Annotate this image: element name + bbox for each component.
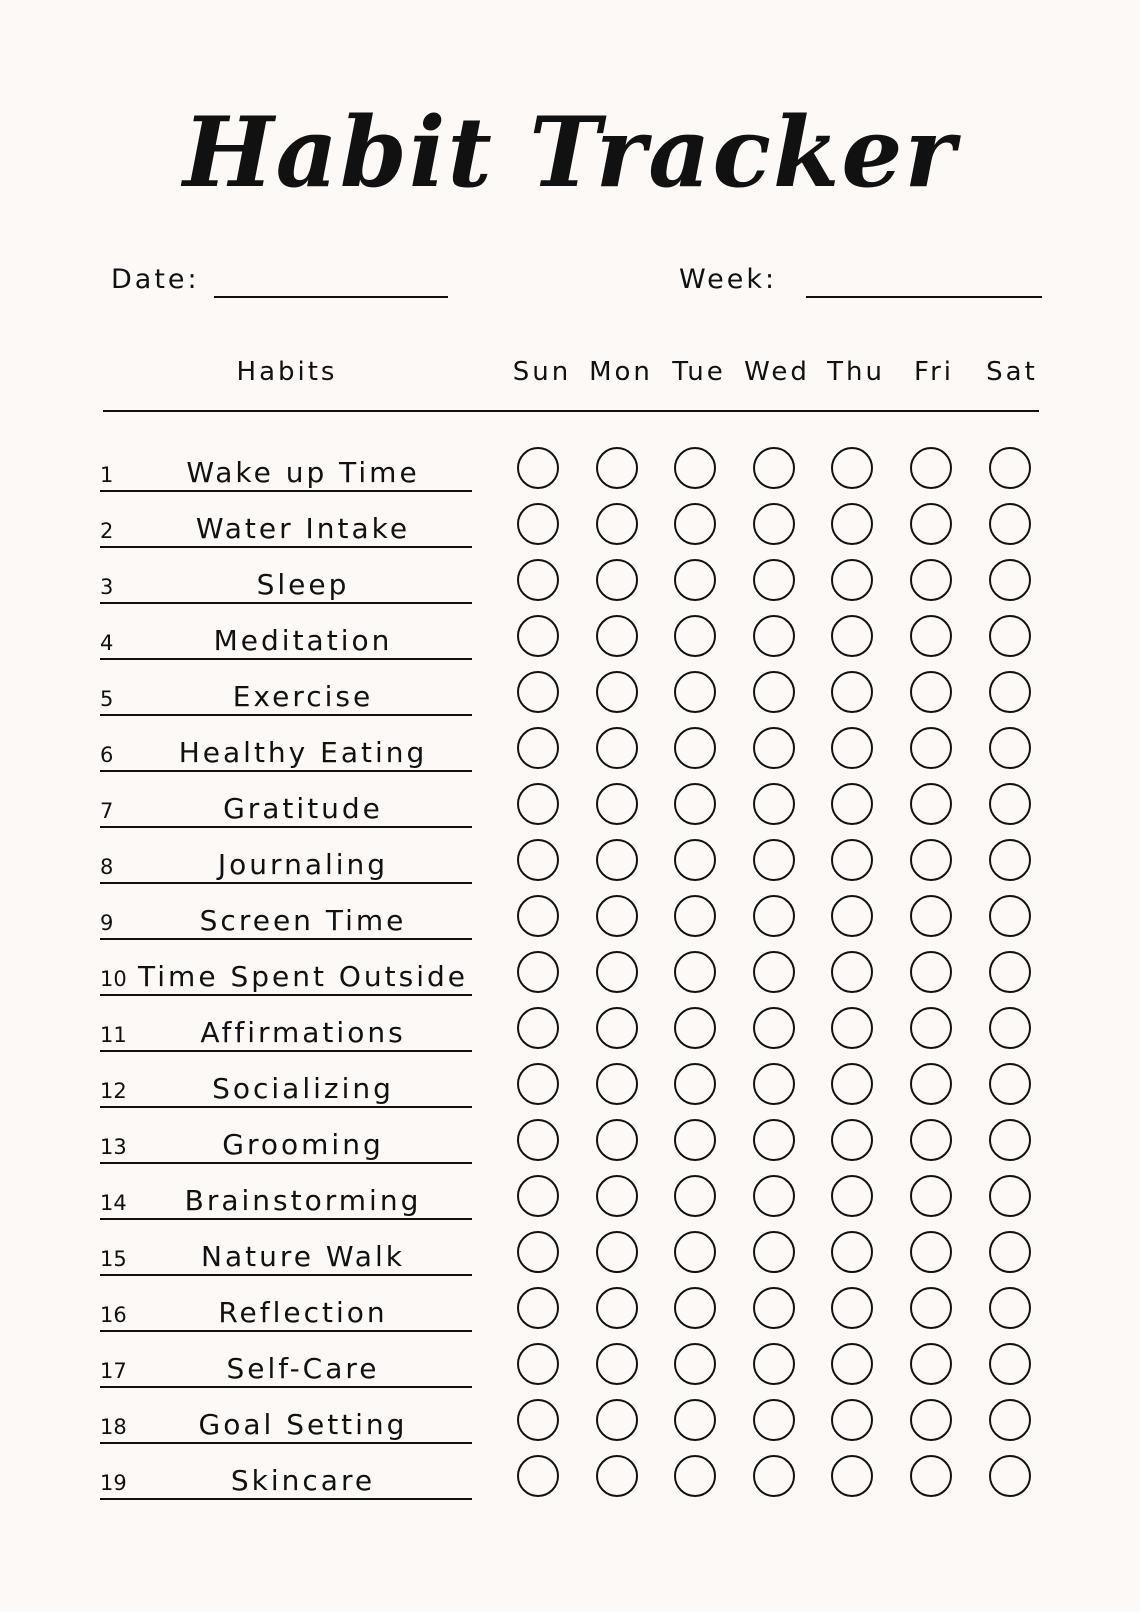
check-circle-tue[interactable] (674, 1063, 716, 1105)
table-row (0, 1349, 1140, 1405)
habit-underline (100, 826, 472, 828)
check-circle-wed[interactable] (753, 895, 795, 937)
check-circle-tue[interactable] (674, 1231, 716, 1273)
check-circle-fri[interactable] (910, 1399, 952, 1441)
check-circle-sun[interactable] (517, 503, 559, 545)
habit-number: 6 (100, 743, 114, 767)
habit-name: Sleep (256, 568, 350, 601)
table-row (0, 677, 1140, 733)
check-circle-tue[interactable] (674, 1399, 716, 1441)
check-circle-fri[interactable] (910, 559, 952, 601)
check-circle-fri[interactable] (910, 1007, 952, 1049)
check-circle-sat[interactable] (989, 1455, 1031, 1497)
check-circle-tue[interactable] (674, 783, 716, 825)
check-circle-wed[interactable] (753, 503, 795, 545)
check-circle-tue[interactable] (674, 895, 716, 937)
habit-number: 5 (100, 687, 114, 711)
habit-number: 17 (100, 1359, 127, 1383)
check-circle-sun[interactable] (517, 1455, 559, 1497)
habit-number: 14 (100, 1191, 127, 1215)
check-circle-fri[interactable] (910, 1119, 952, 1161)
day-header-fri: Fri (914, 357, 954, 387)
habit-number: 19 (100, 1471, 127, 1495)
check-circle-sun[interactable] (517, 1175, 559, 1217)
table-row (0, 1461, 1140, 1517)
habit-number: 16 (100, 1303, 127, 1327)
check-circle-mon[interactable] (596, 671, 638, 713)
day-header-tue: Tue (672, 357, 726, 387)
check-circle-sun[interactable] (517, 447, 559, 489)
check-circle-mon[interactable] (596, 895, 638, 937)
check-circle-sun[interactable] (517, 1119, 559, 1161)
check-circle-sun[interactable] (517, 1343, 559, 1385)
check-circle-wed[interactable] (753, 1119, 795, 1161)
check-circle-sun[interactable] (517, 1399, 559, 1441)
check-circle-sat[interactable] (989, 1231, 1031, 1273)
check-circle-thu[interactable] (831, 895, 873, 937)
check-circle-sat[interactable] (989, 1343, 1031, 1385)
habit-number: 9 (100, 911, 114, 935)
table-row (0, 1069, 1140, 1125)
check-circle-tue[interactable] (674, 1175, 716, 1217)
table-row (0, 565, 1140, 621)
check-circle-fri[interactable] (910, 727, 952, 769)
check-circle-mon[interactable] (596, 1007, 638, 1049)
check-circle-wed[interactable] (753, 1399, 795, 1441)
check-circle-tue[interactable] (674, 503, 716, 545)
date-label: Date: (111, 264, 200, 295)
habit-underline (100, 1442, 472, 1444)
check-circle-wed[interactable] (753, 1287, 795, 1329)
habit-underline (100, 882, 472, 884)
table-row (0, 901, 1140, 957)
header-divider (103, 410, 1039, 412)
check-circle-thu[interactable] (831, 1063, 873, 1105)
day-header-mon: Mon (589, 357, 653, 387)
habit-underline (100, 1162, 472, 1164)
habit-name: Goal Setting (198, 1408, 408, 1441)
habit-name: Reflection (218, 1296, 388, 1329)
check-circle-sat[interactable] (989, 1007, 1031, 1049)
table-row (0, 1013, 1140, 1069)
habit-number: 15 (100, 1247, 127, 1271)
check-circle-sun[interactable] (517, 1007, 559, 1049)
check-circle-mon[interactable] (596, 503, 638, 545)
check-circle-sun[interactable] (517, 783, 559, 825)
check-circle-wed[interactable] (753, 951, 795, 993)
day-header-thu: Thu (827, 357, 885, 387)
check-circle-thu[interactable] (831, 1343, 873, 1385)
habit-underline (100, 770, 472, 772)
day-header-sat: Sat (986, 357, 1038, 387)
habit-underline (100, 938, 472, 940)
check-circle-thu[interactable] (831, 1455, 873, 1497)
check-circle-mon[interactable] (596, 1175, 638, 1217)
check-circle-sun[interactable] (517, 727, 559, 769)
table-row (0, 1237, 1140, 1293)
habit-name: Meditation (213, 624, 393, 657)
check-circle-fri[interactable] (910, 615, 952, 657)
check-circle-sat[interactable] (989, 895, 1031, 937)
habit-underline (100, 658, 472, 660)
check-circle-thu[interactable] (831, 1119, 873, 1161)
habit-name: Skincare (230, 1464, 376, 1497)
check-circle-sat[interactable] (989, 1399, 1031, 1441)
date-field[interactable] (214, 296, 448, 298)
habit-underline (100, 1274, 472, 1276)
habit-name: Wake up Time (186, 456, 420, 489)
check-circle-mon[interactable] (596, 727, 638, 769)
habit-name: Time Spent Outside (138, 960, 468, 993)
check-circle-sun[interactable] (517, 671, 559, 713)
table-row (0, 621, 1140, 677)
check-circle-fri[interactable] (910, 895, 952, 937)
check-circle-wed[interactable] (753, 1175, 795, 1217)
check-circle-fri[interactable] (910, 783, 952, 825)
check-circle-thu[interactable] (831, 615, 873, 657)
check-circle-mon[interactable] (596, 559, 638, 601)
table-row (0, 1125, 1140, 1181)
check-circle-fri[interactable] (910, 1231, 952, 1273)
check-circle-tue[interactable] (674, 1007, 716, 1049)
check-circle-sat[interactable] (989, 951, 1031, 993)
check-circle-mon[interactable] (596, 1287, 638, 1329)
habit-underline (100, 994, 472, 996)
check-circle-wed[interactable] (753, 783, 795, 825)
check-circle-sat[interactable] (989, 615, 1031, 657)
check-circle-fri[interactable] (910, 1455, 952, 1497)
check-circle-mon[interactable] (596, 1063, 638, 1105)
check-circle-sat[interactable] (989, 727, 1031, 769)
check-circle-thu[interactable] (831, 559, 873, 601)
check-circle-thu[interactable] (831, 951, 873, 993)
check-circle-thu[interactable] (831, 1007, 873, 1049)
check-circle-sun[interactable] (517, 1231, 559, 1273)
habit-name: Healthy Eating (178, 736, 428, 769)
habit-number: 10 (100, 967, 127, 991)
check-circle-thu[interactable] (831, 727, 873, 769)
check-circle-mon[interactable] (596, 951, 638, 993)
check-circle-mon[interactable] (596, 615, 638, 657)
check-circle-sun[interactable] (517, 895, 559, 937)
check-circle-wed[interactable] (753, 839, 795, 881)
check-circle-tue[interactable] (674, 1119, 716, 1161)
check-circle-mon[interactable] (596, 1399, 638, 1441)
week-field[interactable] (806, 296, 1042, 298)
habit-number: 8 (100, 855, 114, 879)
check-circle-fri[interactable] (910, 951, 952, 993)
check-circle-thu[interactable] (831, 447, 873, 489)
check-circle-wed[interactable] (753, 1063, 795, 1105)
check-circle-fri[interactable] (910, 1063, 952, 1105)
habit-name: Exercise (232, 680, 374, 713)
check-circle-tue[interactable] (674, 615, 716, 657)
habit-name: Brainstorming (184, 1184, 422, 1217)
check-circle-mon[interactable] (596, 1455, 638, 1497)
habit-name: Self-Care (226, 1352, 380, 1385)
check-circle-wed[interactable] (753, 447, 795, 489)
check-circle-wed[interactable] (753, 1231, 795, 1273)
habit-name: Gratitude (223, 792, 383, 825)
habit-name: Affirmations (200, 1016, 406, 1049)
habit-underline (100, 1386, 472, 1388)
habit-name: Screen Time (199, 904, 407, 937)
check-circle-sat[interactable] (989, 503, 1031, 545)
habit-number: 11 (100, 1023, 127, 1047)
habit-name: Socializing (212, 1072, 394, 1105)
habit-underline (100, 490, 472, 492)
table-row (0, 1181, 1140, 1237)
check-circle-sun[interactable] (517, 1287, 559, 1329)
habit-number: 13 (100, 1135, 127, 1159)
check-circle-tue[interactable] (674, 559, 716, 601)
check-circle-sat[interactable] (989, 447, 1031, 489)
check-circle-thu[interactable] (831, 503, 873, 545)
table-row (0, 509, 1140, 565)
check-circle-thu[interactable] (831, 1287, 873, 1329)
table-row (0, 957, 1140, 1013)
check-circle-wed[interactable] (753, 1455, 795, 1497)
check-circle-sat[interactable] (989, 839, 1031, 881)
check-circle-tue[interactable] (674, 1455, 716, 1497)
check-circle-thu[interactable] (831, 1175, 873, 1217)
check-circle-thu[interactable] (831, 783, 873, 825)
table-row (0, 789, 1140, 845)
check-circle-sat[interactable] (989, 1063, 1031, 1105)
habit-name: Water Intake (195, 512, 411, 545)
check-circle-tue[interactable] (674, 671, 716, 713)
check-circle-mon[interactable] (596, 1231, 638, 1273)
week-label: Week: (679, 264, 778, 295)
check-circle-tue[interactable] (674, 1343, 716, 1385)
table-row (0, 1293, 1140, 1349)
habit-number: 1 (100, 463, 114, 487)
check-circle-fri[interactable] (910, 447, 952, 489)
check-circle-wed[interactable] (753, 559, 795, 601)
check-circle-sat[interactable] (989, 783, 1031, 825)
check-circle-tue[interactable] (674, 839, 716, 881)
check-circle-tue[interactable] (674, 1287, 716, 1329)
habit-number: 12 (100, 1079, 127, 1103)
check-circle-wed[interactable] (753, 1007, 795, 1049)
check-circle-wed[interactable] (753, 1343, 795, 1385)
table-row (0, 1405, 1140, 1461)
habit-number: 18 (100, 1415, 127, 1439)
habit-number: 2 (100, 519, 114, 543)
check-circle-mon[interactable] (596, 1343, 638, 1385)
habit-name: Journaling (217, 848, 389, 881)
check-circle-fri[interactable] (910, 1175, 952, 1217)
habit-name: Nature Walk (201, 1240, 405, 1273)
habit-underline (100, 1106, 472, 1108)
check-circle-wed[interactable] (753, 671, 795, 713)
check-circle-sun[interactable] (517, 839, 559, 881)
habit-underline (100, 1330, 472, 1332)
check-circle-fri[interactable] (910, 503, 952, 545)
check-circle-fri[interactable] (910, 671, 952, 713)
habit-number: 7 (100, 799, 114, 823)
page-title: Habit Tracker (182, 96, 958, 209)
table-row (0, 845, 1140, 901)
check-circle-fri[interactable] (910, 1287, 952, 1329)
table-row (0, 733, 1140, 789)
habits-header: Habits (236, 357, 338, 387)
habit-underline (100, 1050, 472, 1052)
check-circle-sat[interactable] (989, 1287, 1031, 1329)
check-circle-wed[interactable] (753, 615, 795, 657)
check-circle-fri[interactable] (910, 839, 952, 881)
check-circle-tue[interactable] (674, 727, 716, 769)
check-circle-fri[interactable] (910, 1343, 952, 1385)
day-header-sun: Sun (512, 357, 572, 387)
habit-number: 3 (100, 575, 114, 599)
check-circle-thu[interactable] (831, 671, 873, 713)
check-circle-sun[interactable] (517, 951, 559, 993)
check-circle-tue[interactable] (674, 447, 716, 489)
check-circle-sat[interactable] (989, 1175, 1031, 1217)
habit-underline (100, 602, 472, 604)
habit-name: Grooming (222, 1128, 384, 1161)
check-circle-sat[interactable] (989, 1119, 1031, 1161)
habit-underline (100, 1498, 472, 1500)
check-circle-sun[interactable] (517, 615, 559, 657)
check-circle-sun[interactable] (517, 1063, 559, 1105)
check-circle-sun[interactable] (517, 559, 559, 601)
check-circle-mon[interactable] (596, 839, 638, 881)
habit-number: 4 (100, 631, 114, 655)
check-circle-tue[interactable] (674, 951, 716, 993)
habit-underline (100, 714, 472, 716)
habit-underline (100, 1218, 472, 1220)
check-circle-thu[interactable] (831, 839, 873, 881)
check-circle-mon[interactable] (596, 1119, 638, 1161)
check-circle-mon[interactable] (596, 447, 638, 489)
check-circle-thu[interactable] (831, 1399, 873, 1441)
habit-underline (100, 546, 472, 548)
table-row (0, 453, 1140, 509)
check-circle-thu[interactable] (831, 1231, 873, 1273)
check-circle-wed[interactable] (753, 727, 795, 769)
check-circle-sat[interactable] (989, 559, 1031, 601)
check-circle-sat[interactable] (989, 671, 1031, 713)
check-circle-mon[interactable] (596, 783, 638, 825)
day-header-wed: Wed (744, 357, 810, 387)
